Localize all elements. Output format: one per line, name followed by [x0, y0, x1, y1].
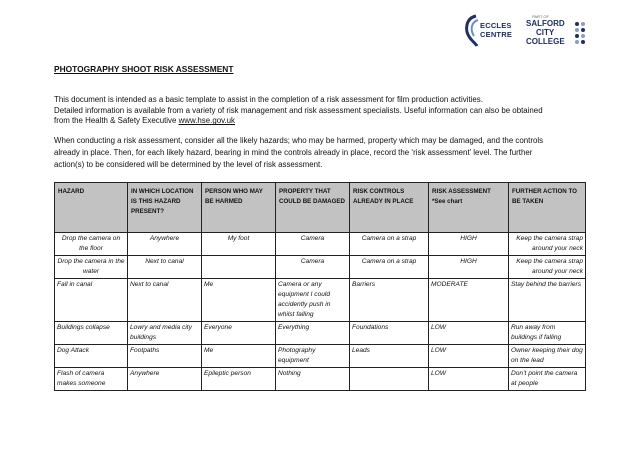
cell-hazard: Drop the camera in the water [55, 256, 128, 279]
document-title: PHOTOGRAPHY SHOOT RISK ASSESSMENT [54, 64, 234, 74]
intro-line-3 [54, 116, 574, 127]
table-row [55, 368, 586, 391]
cell-action: Run away from buildings if falling [509, 322, 586, 345]
cell-action: Stay behind the barriers [509, 279, 586, 322]
intro-line-1: This document is intended as a basic template to assist in the completion of a risk assessment for film production activities. [54, 95, 483, 104]
cell-location: Anywhere [128, 233, 202, 256]
cell-person: My foot [202, 233, 276, 256]
instructions-paragraph [54, 135, 584, 170]
cell-hazard: Drop the camera on the floor [55, 233, 128, 256]
cell-hazard: Fall in canal [55, 279, 128, 322]
cell-property: Camera or any equipment I could accidently push in whilst falling [276, 279, 350, 322]
header-hazard: HAZARD [55, 183, 128, 233]
salford-logo-line1: SALFORD [526, 19, 565, 28]
salford-logo-line3: COLLEGE [526, 37, 565, 46]
instructions-line-1: When conducting a risk assessment, consider all the likely hazards; who may be harmed, property which may be damaged, and the controls [54, 136, 544, 145]
cell-risk: HIGH [429, 233, 509, 256]
cell-action: Don’t point the camera at people [509, 368, 586, 391]
header-risk: RISK ASSESSMENT *See chart [429, 183, 509, 233]
salford-part-of: PART OF [532, 14, 549, 19]
cell-controls: Leads [350, 345, 429, 368]
cell-controls: Camera on a strap [350, 256, 429, 279]
header-action: FURTHER ACTION TO BE TAKEN [509, 183, 586, 233]
eccles-centre-logo [462, 12, 518, 50]
intro-paragraph [54, 95, 574, 127]
cell-hazard: Buildings collapse [55, 322, 128, 345]
risk-assessment-table [54, 182, 586, 391]
header-controls: RISK CONTROLS ALREADY IN PLACE [350, 183, 429, 233]
cell-risk: LOW [429, 322, 509, 345]
cell-property: Camera [276, 256, 350, 279]
hse-link[interactable]: www.hse.gov.uk [178, 116, 235, 126]
intro-line-2: Detailed information is available from a variety of risk management and risk assessment specialists. Useful information can also be obtained [54, 105, 543, 115]
table-header-row [55, 183, 586, 233]
cell-person: Epileptic person [202, 368, 276, 391]
cell-person: Me [202, 345, 276, 368]
header-logos [462, 12, 586, 50]
header-location: IN WHICH LOCATION IS THIS HAZARD PRESENT? [128, 183, 202, 233]
table-row [55, 279, 586, 322]
cell-person [202, 256, 276, 279]
cell-property: Camera [276, 233, 350, 256]
cell-person: Everyone [202, 322, 276, 345]
cell-risk: MODERATE [429, 279, 509, 322]
instructions-line-3: action(s) to be considered will be determined by the level of risk assessment. [54, 159, 323, 169]
table-row [55, 233, 586, 256]
eccles-logo-line1: ECCLES [480, 21, 512, 30]
table-row [55, 322, 586, 345]
cell-location: Footpaths [128, 345, 202, 368]
cell-property: Nothing [276, 368, 350, 391]
cell-property: Everything [276, 322, 350, 345]
cell-location: Next to canal [128, 256, 202, 279]
cell-controls [350, 368, 429, 391]
eccles-swirl-icon [462, 12, 480, 50]
instructions-line-2: already in place. Then, for each likely hazard, bearing in mind the controls already in place, record the ‘risk assessment’ level. The further [54, 147, 533, 157]
cell-location: Next to canal [128, 279, 202, 322]
cell-action: Owner keeping their dog on the lead [509, 345, 586, 368]
salford-logo-line2: CITY [536, 28, 555, 37]
cell-action: Keep the camera strap around your neck [509, 256, 586, 279]
salford-city-college-logo [526, 14, 586, 48]
cell-location: Lowry and media city buildings [128, 322, 202, 345]
header-person: PERSON WHO MAY BE HARMED [202, 183, 276, 233]
cell-controls: Barriers [350, 279, 429, 322]
cell-person: Me [202, 279, 276, 322]
table-row [55, 256, 586, 279]
cell-controls: Foundations [350, 322, 429, 345]
intro-line-3-text: from the Health & Safety Executive [54, 116, 179, 126]
eccles-logo-line2: CENTRE [480, 30, 513, 39]
cell-hazard: Flash of camera makes someone [55, 368, 128, 391]
cell-risk: LOW [429, 368, 509, 391]
header-property: PROPERTY THAT COULD BE DAMAGED [276, 183, 350, 233]
cell-risk: HIGH [429, 256, 509, 279]
table-row [55, 345, 586, 368]
cell-risk: LOW [429, 345, 509, 368]
cell-controls: Camera on a strap [350, 233, 429, 256]
cell-location: Anywhere [128, 368, 202, 391]
salford-dots-icon [574, 20, 588, 46]
cell-property: Photography equipment [276, 345, 350, 368]
cell-hazard: Dog Attack [55, 345, 128, 368]
cell-action: Keep the camera strap around your neck [509, 233, 586, 256]
